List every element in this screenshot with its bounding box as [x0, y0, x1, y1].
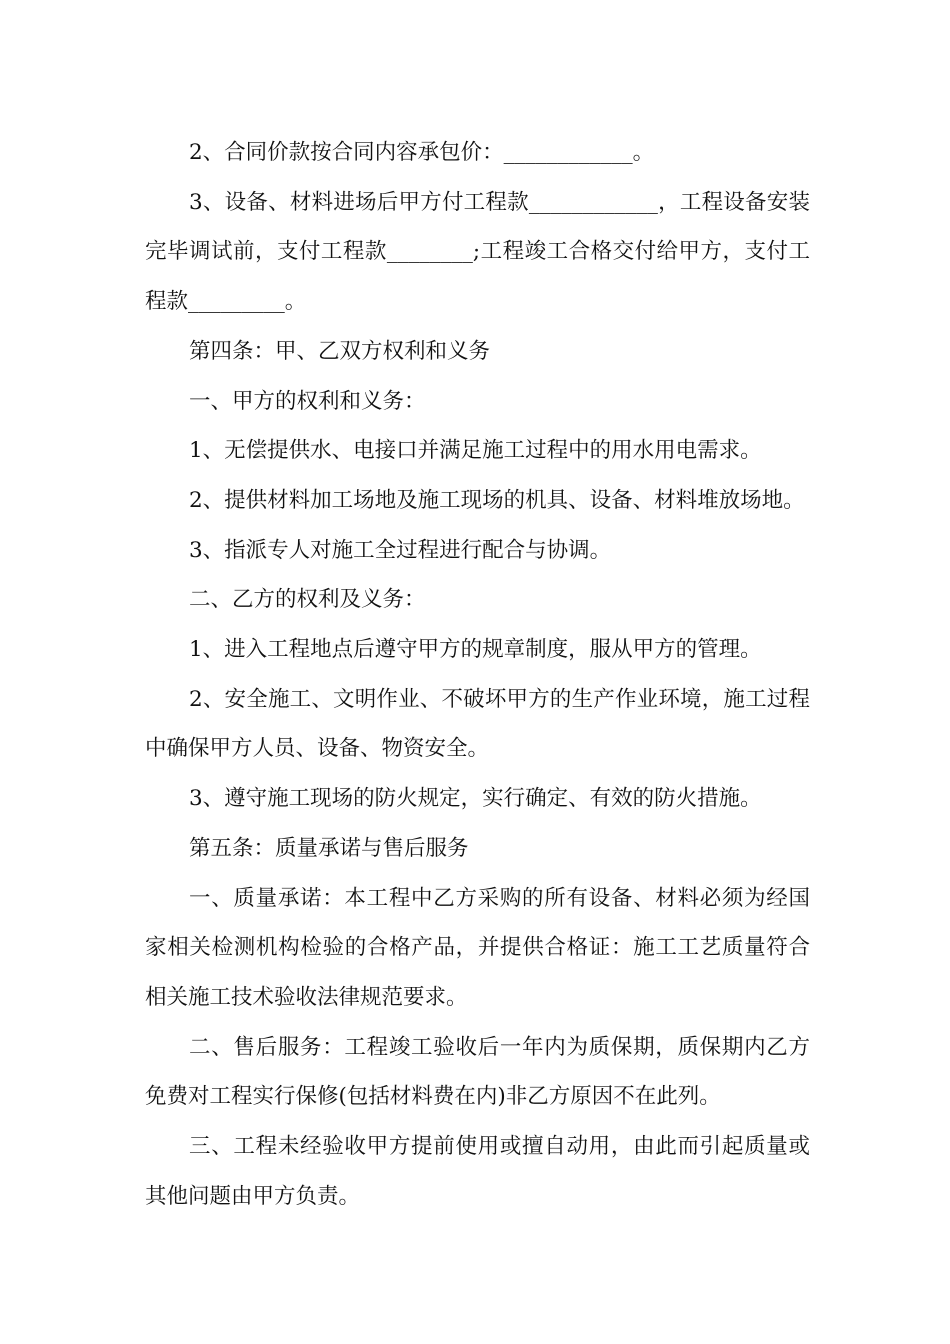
party-a-item-3: 3、指派专人对施工全过程进行配合与协调。 [189, 537, 612, 563]
party-a-item-2: 2、提供材料加工场地及施工现场的机具、设备、材料堆放场地。 [189, 487, 805, 513]
paragraph-contract-price: 2、合同价款按合同内容承包价：____________。 [189, 140, 655, 165]
party-a-heading: 一、甲方的权利和义务： [189, 388, 426, 414]
party-b-item-3: 3、遵守施工现场的防火规定，实行确定、有效的防火措施。 [189, 786, 762, 812]
unaccepted-use-clause: 三、工程未经验收甲方提前使用或擅自动用，由此而引起质量或其他问题由甲方负责。 [145, 1134, 810, 1209]
after-sales-service: 二、售后服务：工程竣工验收后一年内为质保期，质保期内乙方免费对工程实行保修(包括材料费在内)非乙方原因不在此列。 [145, 1034, 810, 1110]
article-four-heading: 第四条：甲、乙双方权利和义务 [189, 338, 491, 364]
party-b-item-2: 2、安全施工、文明作业、不破坏甲方的生产作业环境，施工过程中确保甲方人员、设备、物资安全。 [145, 686, 810, 762]
party-b-heading: 二、乙方的权利及义务： [189, 587, 426, 613]
party-b-item-1: 1、进入工程地点后遵守甲方的规章制度，服从甲方的管理。 [189, 637, 762, 663]
paragraph-payment-schedule: 3、设备、材料进场后甲方付工程款____________，工程设备安装完毕调试前，支付工程款________;工程竣工合格交付给甲方，支付工程款_________。 [145, 189, 810, 315]
quality-commitment: 一、质量承诺：本工程中乙方采购的所有设备、材料必须为经国家相关检测机构检验的合格产品，并提供合格证：施工工艺质量符合相关施工技术验收法律规范要求。 [145, 885, 810, 1010]
party-a-item-1: 1、无偿提供水、电接口并满足施工过程中的用水用电需求。 [189, 438, 762, 464]
article-five-heading: 第五条：质量承诺与售后服务 [189, 835, 469, 861]
